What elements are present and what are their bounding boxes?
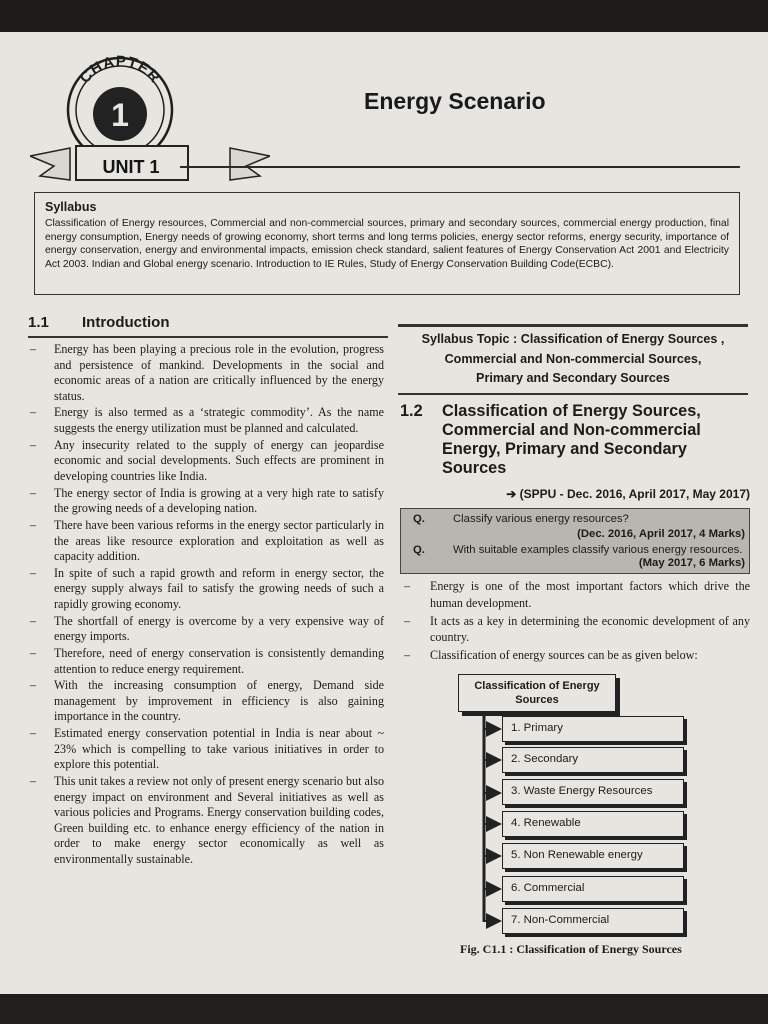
- list-item: – Energy is one of the most important factors which drive the human development.: [404, 579, 750, 610]
- syllabus-topic-line: Commercial and Non-commercial Sources,: [444, 351, 702, 366]
- list-item: – Therefore, need of energy conservation is consistently demanding attention to reduce energy requirement.: [30, 645, 384, 676]
- diagram-child-box: 1. Primary: [502, 716, 684, 742]
- list-item: – There have been various reforms in the energy sector particularly in the areas like resource exploration and exploitation as well as capacity addition.: [30, 517, 384, 564]
- list-item: – The energy sector of India is growing at a very high rate to satisfy the growing needs of a developing nation.: [30, 485, 384, 516]
- exam-reference: ➔ (SPPU - Dec. 2016, April 2017, May 2017): [506, 487, 750, 501]
- list-item: – Estimated energy conservation potential in India is near about ~ 23% which is compelling to take various initiatives in order to explore this potential.: [30, 726, 384, 772]
- diagram-child-box: 4. Renewable: [502, 811, 684, 837]
- section-title: Classification of Energy Sources, Commercial and Non-commercial Energy, Primary and Secondary Sources: [442, 402, 701, 477]
- diagram-child-box: 6. Commercial: [502, 876, 684, 902]
- topic-rule-top: [398, 324, 748, 327]
- diagram-child-box: 3. Waste Energy Resources: [502, 779, 684, 805]
- section-introduction-heading: [28, 314, 388, 331]
- section-1-2-heading: [400, 402, 746, 478]
- syllabus-heading: Syllabus: [45, 200, 97, 214]
- header-rule: [180, 166, 740, 168]
- list-item: – In spite of such a rapid growth and reform in energy sector, the energy supply always fail to satisfy the growing needs of such a rapidly growing economy.: [30, 565, 384, 611]
- list-item: – Energy has been playing a precious role in the evolution, progress and persistence of mankind. Developments in the social and economic areas of a nation are critically influenced by the energy status.: [30, 342, 384, 403]
- syllabus-topic: [398, 330, 748, 389]
- topic-rule-bottom: [398, 393, 748, 395]
- section-rule: [28, 336, 388, 338]
- introduction-list: [28, 342, 384, 869]
- diagram-child-box: 7. Non-Commercial: [502, 908, 684, 934]
- syllabus-box: [34, 192, 740, 295]
- unit-label: UNIT 1: [102, 157, 160, 177]
- list-item: – It acts as a key in determining the economic development of any country.: [404, 613, 750, 645]
- syllabus-topic-line: Syllabus Topic : Classification of Energy Sources ,: [421, 332, 725, 346]
- section-number: 1.1: [28, 314, 49, 331]
- list-item: – This unit takes a review not only of present energy scenario but also energy impact on environment and Several initiatives as well as various policies and Programs. Energy conservation building codes, Green building etc. to enhance energy efficiency of the nation in order to make energy sector economically as well as environmentally sustainable.: [30, 773, 384, 866]
- page-bottom-shadow: [0, 994, 768, 1024]
- list-item: – Any insecurity related to the supply of energy can jeopardise economic and social developments. Such effects are prominent in developing countries like India.: [30, 437, 384, 483]
- diagram-child-box: 2. Secondary: [502, 747, 684, 773]
- chapter-word: CHAPTER: [76, 52, 164, 87]
- chapter-title: Energy Scenario: [364, 88, 546, 114]
- figure-caption: Fig. C1.1 : Classification of Energy Sources: [460, 942, 682, 956]
- diagram-root-box: Classification of Energy Sources: [458, 674, 616, 712]
- list-item: – The shortfall of energy is overcome by a very expensive way of energy imports.: [30, 613, 384, 644]
- chapter-number: 1: [111, 97, 129, 133]
- classification-diagram: [400, 664, 750, 964]
- syllabus-topic-line: Primary and Secondary Sources: [476, 371, 670, 385]
- list-item: – Classification of energy sources can be as given below:: [404, 648, 698, 663]
- section-number: 1.2: [400, 402, 423, 420]
- classification-list: [400, 578, 750, 665]
- list-item: – With the increasing consumption of energy, Demand side management by improvement in efficiency is also gaining importance in the country.: [30, 678, 384, 724]
- list-item: – Energy is also termed as a ‘strategic commodity’. As the name suggests the energy utilization must be planned and calculated.: [30, 405, 384, 436]
- diagram-child-box: 5. Non Renewable energy: [502, 843, 684, 869]
- question-box: Q. Classify various energy resources? (Dec. 2016, April 2017, 4 Marks) Q. With suitable examples classify various energy resources. (May 2017, 6 Marks): [400, 508, 750, 574]
- section-title: Introduction: [82, 314, 170, 331]
- syllabus-text: Classification of Energy resources, Commercial and non-commercial sources, primary and secondary sources, commercial energy production, final energy consumption, Energy needs of growing economy, short terms and long terms policies, energy sector reforms, energy security, importance of energy conservation, energy and environmental impacts, emission check standard, salient features of Energy Conservation Act 2001 and Electricity Act 2003. Indian and Global energy scenario. Introduction to IE Rules, Study of Energy Conservation Building Code(ECBC).: [45, 218, 729, 270]
